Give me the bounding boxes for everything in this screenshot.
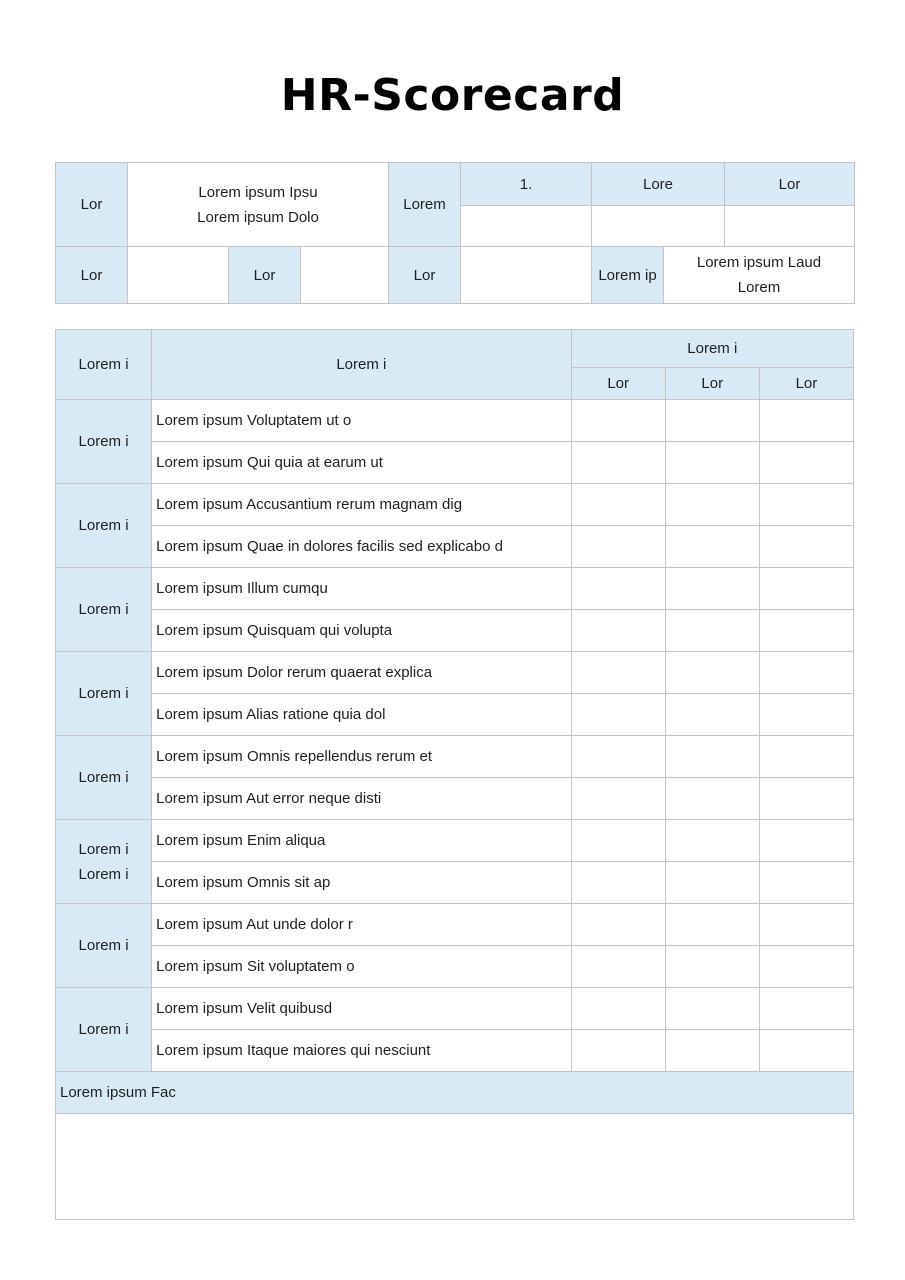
info-col-header-2: Lore [592,163,725,206]
criteria-item: Lorem ipsum Sit voluptatem o [152,946,572,988]
group-label: Lorem i [56,904,152,988]
page-title: HR-Scorecard [280,70,625,121]
group-label: Lorem i [56,736,152,820]
rating-cell[interactable] [571,862,665,904]
group-label: Lorem i [56,988,152,1072]
criteria-item: Lorem ipsum Illum cumqu [152,568,572,610]
rating-cell[interactable] [759,526,853,568]
info-value-6-line1: Lorem ipsum Laud [696,254,822,271]
table-row [56,946,854,988]
group-label [56,820,152,904]
table-row [56,778,854,820]
info-col-header-1: 1. [461,163,592,206]
rating-cell[interactable] [759,610,853,652]
rating-cell[interactable] [759,694,853,736]
criteria-item: Lorem ipsum Voluptatem ut o [152,400,572,442]
criteria-item: Lorem ipsum Enim aliqua [152,820,572,862]
rating-cell[interactable] [665,862,759,904]
rating-cell[interactable] [759,442,853,484]
info-value-6 [664,247,855,304]
criteria-item: Lorem ipsum Qui quia at earum ut [152,442,572,484]
info-value-1-line2: Lorem ipsum Dolo [197,208,319,226]
info-input-2[interactable] [592,206,725,247]
info-col-header-3: Lor [725,163,855,206]
rating-cell[interactable] [665,694,759,736]
group-label: Lorem i [56,400,152,484]
group-label: Lorem i [56,568,152,652]
criteria-item: Lorem ipsum Velit quibusd [152,988,572,1030]
info-value-1-line1: Lorem ipsum Ipsu [198,183,318,201]
criteria-item: Lorem ipsum Aut unde dolor r [152,904,572,946]
group-label-line1: Lorem i [78,840,129,858]
info-input-1[interactable] [461,206,592,247]
table-row [56,484,854,526]
rating-col-3: Lor [759,368,853,400]
criteria-item: Lorem ipsum Quae in dolores facilis sed explicabo d [152,526,572,568]
rating-cell[interactable] [759,736,853,778]
rating-cell[interactable] [759,568,853,610]
rating-cell[interactable] [665,988,759,1030]
table-row [56,904,854,946]
rating-cell[interactable] [571,694,665,736]
rating-cell[interactable] [665,484,759,526]
rating-cell[interactable] [571,778,665,820]
table-row [56,1030,854,1072]
rating-cell[interactable] [665,652,759,694]
rating-col-1: Lor [571,368,665,400]
rating-cell[interactable] [665,778,759,820]
table-row [56,610,854,652]
table-row [56,694,854,736]
rating-cell[interactable] [759,484,853,526]
rating-cell[interactable] [571,484,665,526]
rating-cell[interactable] [665,1030,759,1072]
rating-cell[interactable] [571,442,665,484]
header-rating: Lorem i [571,330,853,368]
group-label-line2: Lorem i [78,865,129,883]
table-row [56,820,854,862]
rating-cell[interactable] [571,610,665,652]
table-row [56,400,854,442]
info-input-3[interactable] [725,206,855,247]
header-criteria: Lorem i [152,330,572,400]
info-value-1 [128,163,389,247]
rating-cell[interactable] [665,820,759,862]
rating-cell[interactable] [759,946,853,988]
criteria-item: Lorem ipsum Dolor rerum quaerat explica [152,652,572,694]
info-label-6: Lorem ip [592,247,664,304]
table-row [56,442,854,484]
rating-cell[interactable] [759,820,853,862]
rating-cell[interactable] [571,1030,665,1072]
rating-col-2: Lor [665,368,759,400]
info-label-3: Lor [56,247,128,304]
info-label-1: Lor [56,163,128,247]
rating-cell[interactable] [571,820,665,862]
table-row [56,526,854,568]
footer-notes-area[interactable] [56,1114,854,1220]
info-label-2: Lorem [389,163,461,247]
rating-cell[interactable] [759,1030,853,1072]
header-category: Lorem i [56,330,152,400]
rating-cell[interactable] [665,946,759,988]
table-row [56,736,854,778]
info-label-4: Lor [229,247,301,304]
rating-cell[interactable] [571,946,665,988]
criteria-item: Lorem ipsum Omnis repellendus rerum et [152,736,572,778]
rating-cell[interactable] [759,400,853,442]
group-label: Lorem i [56,652,152,736]
rating-cell[interactable] [759,988,853,1030]
info-label-5: Lor [389,247,461,304]
rating-cell[interactable] [571,736,665,778]
rating-cell[interactable] [759,904,853,946]
criteria-item: Lorem ipsum Quisquam qui volupta [152,610,572,652]
criteria-item: Lorem ipsum Omnis sit ap [152,862,572,904]
info-table [55,162,855,304]
table-row [56,988,854,1030]
rating-cell[interactable] [571,904,665,946]
rating-cell[interactable] [665,568,759,610]
info-input-6[interactable] [461,247,592,304]
criteria-item: Lorem ipsum Itaque maiores qui nesciunt [152,1030,572,1072]
criteria-item: Lorem ipsum Alias ratione quia dol [152,694,572,736]
score-table [55,329,854,1220]
info-input-4[interactable] [128,247,229,304]
table-row [56,568,854,610]
rating-cell[interactable] [571,652,665,694]
table-row [56,652,854,694]
rating-cell[interactable] [571,988,665,1030]
rating-cell[interactable] [665,526,759,568]
table-row [56,862,854,904]
rating-cell[interactable] [759,862,853,904]
rating-cell[interactable] [571,400,665,442]
criteria-item: Lorem ipsum Aut error neque disti [152,778,572,820]
criteria-item: Lorem ipsum Accusantium rerum magnam dig [152,484,572,526]
group-label: Lorem i [56,484,152,568]
rating-cell[interactable] [571,526,665,568]
rating-cell[interactable] [665,400,759,442]
rating-cell[interactable] [665,610,759,652]
rating-cell[interactable] [665,736,759,778]
info-input-5[interactable] [301,247,389,304]
footer-label: Lorem ipsum Fac [56,1072,854,1114]
rating-cell[interactable] [759,652,853,694]
info-value-6-line2: Lorem [737,279,781,296]
rating-cell[interactable] [665,904,759,946]
rating-cell[interactable] [571,568,665,610]
rating-cell[interactable] [759,778,853,820]
rating-cell[interactable] [665,442,759,484]
